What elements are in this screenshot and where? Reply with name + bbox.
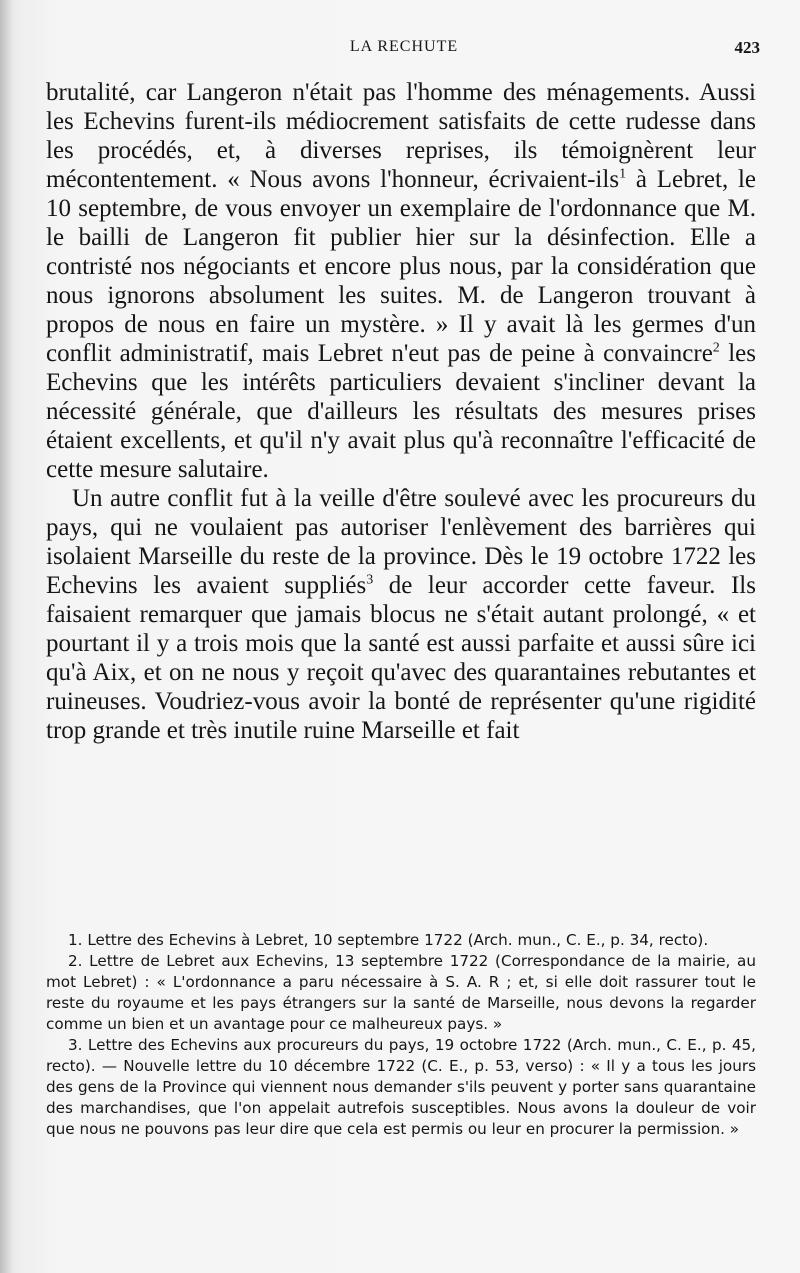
paragraph-2-part-b: de leur accorder cette faveur. Ils faisaient remarquer que jamais blocus ne s'était autant prolongé, « et pourtant il y a trois mois que la santé est aussi parfaite et aussi sûre ici qu'à Aix, et on ne nous y reçoit qu'avec des quarantaines rebutantes et ruineuses. Voudriez-vous avoir la bonté de représenter qu'une rigidité trop grande et très inutile ruine Marseille et fait — [46, 572, 756, 744]
paragraph-1 — [46, 78, 756, 484]
main-text — [46, 78, 756, 745]
page-number: 423 — [734, 38, 760, 57]
page-gutter-shadow — [0, 0, 12, 1273]
footnote-3: 3. Lettre des Echevins aux procureurs du pays, 19 octobre 1722 (Arch. mun., C. E., p. 45, recto). — Nouvelle lettre du 10 décembre 1722 (C. E., p. 53, verso) : « Il y a tous les jours des gens de la Province qui viennent nous demander s'ils peuvent y porter sans quarantaine des marchandises, que l'on appelait autrefois susceptibles. Nous avons la douleur de voir que nous ne pouvons pas leur dire que cela est permis ou leur en procurer la permission. » — [46, 1036, 756, 1138]
footnotes — [46, 930, 756, 1140]
running-head-title: LA RECHUTE — [349, 38, 459, 55]
footnote-ref-3: 3 — [366, 572, 374, 588]
paragraph-2 — [46, 484, 756, 745]
footnote-ref-2: 2 — [712, 340, 720, 356]
footnote-1: 1. Lettre des Echevins à Lebret, 10 septembre 1722 (Arch. mun., C. E., p. 34, recto). — [68, 931, 709, 949]
footnote-2: 2. Lettre de Lebret aux Echevins, 13 septembre 1722 (Correspondance de la mairie, au mot Lebret) : « L'ordonnance a paru nécessaire à S. A. R ; et, si elle doit rassurer tout le reste du royaume et les pays étrangers sur la santé de Marseille, nous devons la regarder comme un bien et un avantage pour ce malheureux pays. » — [46, 952, 756, 1033]
footnote-ref-1: 1 — [619, 166, 627, 182]
paragraph-1-part-a: brutalité, car Langeron n'était pas l'homme des ménagements. Aussi les Echevins furent-ils médiocrement satisfaits de cette rudesse dans les procédés, et, à diverses reprises, ils témoignèrent leur mécontentement. « Nous avons l'honneur, écrivaient-ils — [46, 79, 756, 193]
paragraph-2-part-a: Un autre conflit fut à la veille d'être soulevé avec les procureurs du pays, qui ne voulaient pas autoriser l'enlèvement des barrières qui isolaient Marseille du reste de la province. Dès le 19 octobre 1722 les Echevins les avaient suppliés — [46, 485, 756, 599]
running-head — [48, 38, 760, 60]
paragraph-1-part-b: à Lebret, le 10 septembre, de vous envoyer un exemplaire de l'ordonnance que M. le bailli de Langeron fit publier hier sur la désinfection. Elle a contristé nos négociants et encore plus nous, par la considération que nous ignorons absolument les suites. M. de Langeron trouvant à propos de nous en faire un mystère. » Il y avait là les germes d'un conflit administratif, mais Lebret n'eut pas de peine à convaincre — [46, 166, 757, 367]
paragraph-1-part-c: les Echevins que les intérêts particuliers devaient s'incliner devant la nécessité générale, que d'ailleurs les résultats des mesures prises étaient excellents, et qu'il n'y avait plus qu'à reconnaître l'efficacité de cette mesure salutaire. — [46, 340, 756, 483]
